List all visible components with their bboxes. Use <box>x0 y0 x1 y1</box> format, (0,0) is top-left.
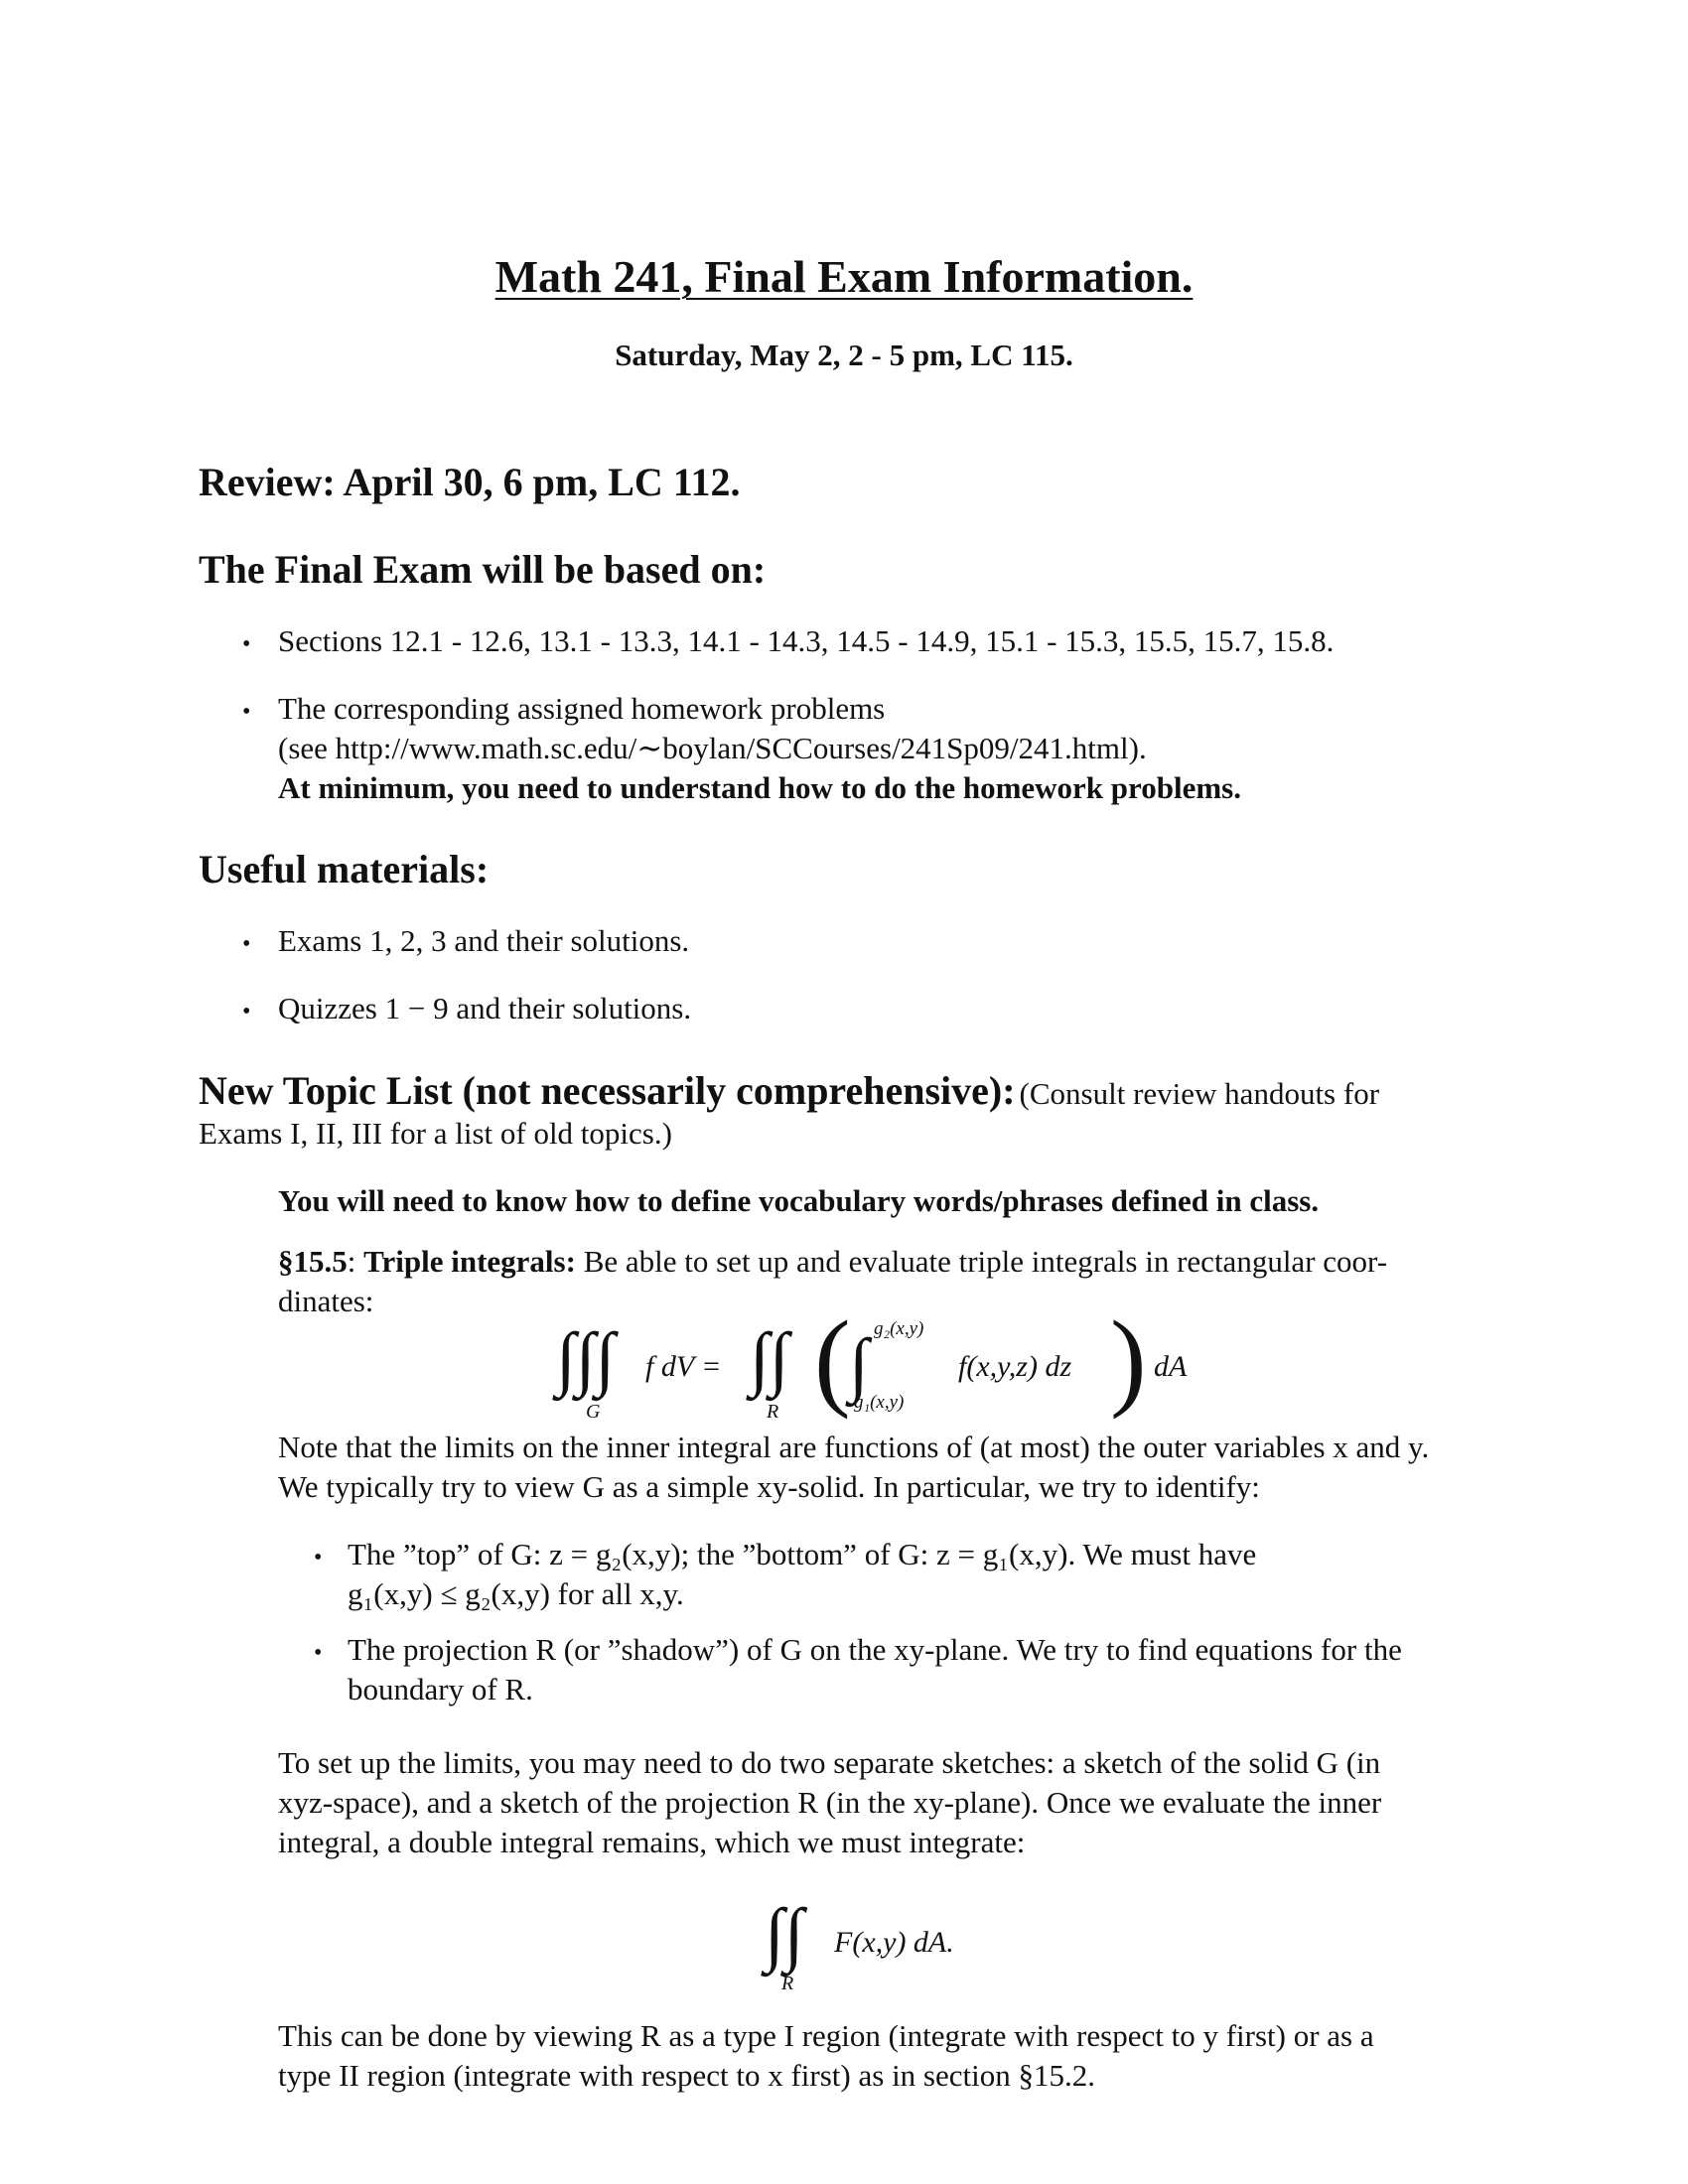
setup-line3: integral, a double integral remains, which we must integrate: <box>278 1825 1026 1859</box>
f-dv: f dV = <box>645 1350 722 1383</box>
projection-line1: The projection R (or ”shadow”) of G on the xy-plane. We try to find equations for the <box>348 1632 1402 1667</box>
materials-exams: Exams 1, 2, 3 and their solutions. <box>278 923 690 958</box>
triple-integral-formula <box>536 1300 1231 1430</box>
top-bottom-line1: The ”top” of G: z = g₂(x,y); the ”bottom” of G: z = g₁(x,y). We must have <box>348 1537 1257 1571</box>
based-on-heading: The Final Exam will be based on: <box>199 547 767 592</box>
note-line1: Note that the limits on the inner integral are functions of (at most) the outer variables x and y. <box>278 1430 1430 1464</box>
double-integral-sign: ∫∫ <box>750 1318 789 1398</box>
review-heading: Review: April 30, 6 pm, LC 112. <box>199 460 741 504</box>
lower-limit: g₁(x,y) <box>854 1392 905 1413</box>
page-title: Math 241, Final Exam Information. <box>494 251 1194 302</box>
right-paren: ) <box>1110 1300 1147 1420</box>
closing-line1: This can be done by viewing R as a type I region (integrate with respect to y first) or as a <box>278 2018 1374 2053</box>
upper-limit: g₂(x,y) <box>874 1318 924 1339</box>
bullet-icon: • <box>242 699 251 725</box>
region-r-label: R <box>767 1401 779 1423</box>
region-g-label: G <box>586 1401 601 1423</box>
section-line2: dinates: <box>278 1284 374 1318</box>
homework-minimum: At minimum, you need to understand how to do the homework problems. <box>278 770 1241 805</box>
homework-url: (see http://www.math.sc.edu/∼boylan/SCCourses/241Sp09/241.html). <box>278 731 1147 765</box>
consult-note-cont: Exams I, II, III for a list of old topics.) <box>199 1116 672 1151</box>
bullet-icon: • <box>242 999 251 1024</box>
projection-line2: boundary of R. <box>348 1672 533 1706</box>
double-integral-sign-2: ∫∫ <box>765 1894 804 1974</box>
closing-line2: type II region (integrate with respect to x first) as in section §15.2. <box>278 2058 1095 2093</box>
setup-line2: xyz-space), and a sketch of the projection R (in the xy-plane). Once we evaluate the inner <box>278 1785 1382 1820</box>
vocab-note: You will need to know how to define vocabulary words/phrases defined in class. <box>278 1183 1320 1218</box>
top-bottom-line2: g₁(x,y) ≤ g₂(x,y) for all x,y. <box>348 1576 684 1611</box>
bullet-icon: • <box>314 1640 323 1666</box>
f-xy-da: F(x,y) dA. <box>834 1926 954 1959</box>
consult-note: (Consult review handouts for <box>1019 1076 1380 1111</box>
materials-quizzes: Quizzes 1 − 9 and their solutions. <box>278 991 692 1025</box>
da-term: dA <box>1154 1350 1188 1383</box>
section-line: §15.5: Triple integrals: Be able to set up and evaluate triple integrals in rectangular coor- <box>278 1244 1388 1279</box>
triple-integral-sign: ∫∫∫ <box>556 1318 616 1398</box>
exam-date-location: Saturday, May 2, 2 - 5 pm, LC 115. <box>615 338 1073 372</box>
materials-heading: Useful materials: <box>199 847 490 891</box>
bullet-icon: • <box>242 931 251 957</box>
topics-heading-line <box>199 1067 1379 1114</box>
topics-heading: New Topic List (not necessarily comprehensive): <box>199 1068 1016 1113</box>
double-integral-formula <box>755 1876 1013 1995</box>
left-paren: ( <box>814 1300 851 1420</box>
bullet-icon: • <box>242 631 251 657</box>
note-line2: We typically try to view G as a simple xy-solid. In particular, we try to identify: <box>278 1469 1260 1504</box>
bullet-icon: • <box>314 1545 323 1570</box>
setup-line1: To set up the limits, you may need to do two separate sketches: a sketch of the solid G (in <box>278 1745 1381 1780</box>
region-r-label-2: R <box>781 1973 794 1994</box>
single-integral-sign: ∫ <box>849 1324 869 1404</box>
integrand: f(x,y,z) dz <box>958 1350 1072 1383</box>
homework-line1: The corresponding assigned homework problems <box>278 691 886 726</box>
sections-list: Sections 12.1 - 12.6, 13.1 - 13.3, 14.1 - 14.3, 14.5 - 14.9, 15.1 - 15.3, 15.5, 15.7, 15.8. <box>278 623 1335 658</box>
